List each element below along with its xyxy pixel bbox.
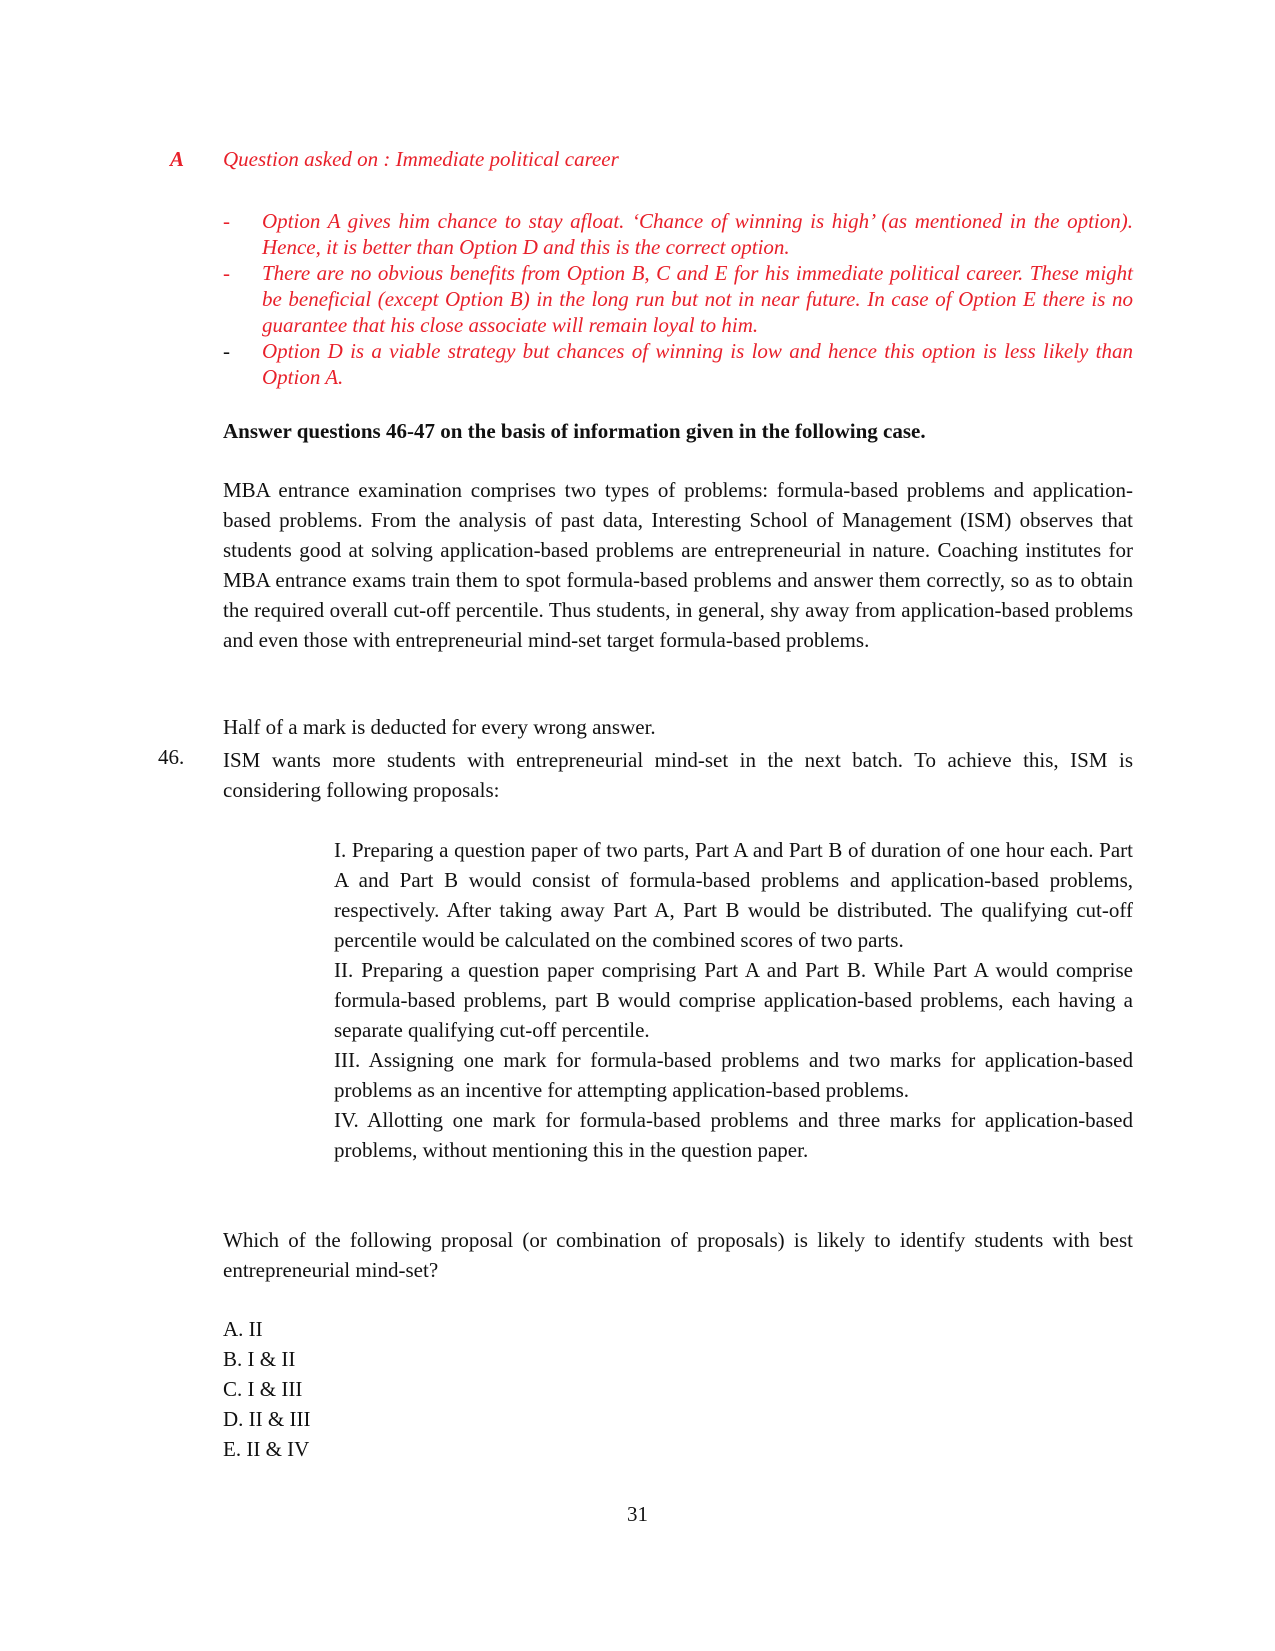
answer-letter: A: [170, 147, 185, 171]
bullet-dash: -: [223, 209, 230, 233]
question-prompt: Which of the following proposal (or combination of proposals) is likely to identify students with best entrepreneurial mind-set?: [223, 1228, 1133, 1282]
proposal-item: II. Preparing a question paper comprising Part A and Part B. While Part A would comprise formula-based problems, part B would comprise application-based problems, each having a separate qualifying cut-off percentile.: [334, 958, 1133, 1042]
answer-heading: Question asked on : Immediate political career: [223, 147, 619, 171]
choice-item: B. I & II: [223, 1347, 296, 1371]
explanation-text: Option A gives him chance to stay afloat. ‘Chance of winning is high’ (as mentioned in the option). Hence, it is better than Option D and this is the correct option.: [262, 209, 1133, 259]
explanation-list: [223, 208, 1133, 390]
choice-item: A. II: [223, 1317, 263, 1341]
page-number: 31: [627, 1502, 648, 1526]
case-passage: MBA entrance examination comprises two types of problems: formula-based problems and application-based problems. From the analysis of past data, Interesting School of Management (ISM) observes that students good at solving application-based problems are entrepreneurial in nature. Coaching institutes for MBA entrance exams train them to spot formula-based problems and answer them correctly, so as to obtain the required overall cut-off percentile. Thus students, in general, shy away from application-based problems and even those with entrepreneurial mind-set target formula-based problems.: [223, 478, 1133, 652]
bullet-dash: -: [223, 339, 230, 363]
question-stem: ISM wants more students with entrepreneurial mind-set in the next batch. To achieve this, ISM is considering following proposals:: [223, 748, 1133, 802]
question-number: 46.: [158, 745, 185, 769]
explanation-item: [223, 208, 1133, 260]
proposal-item: III. Assigning one mark for formula-based problems and two marks for application-based problems as an incentive for attempting application-based problems.: [334, 1048, 1133, 1102]
explanation-text: Option D is a viable strategy but chances of winning is low and hence this option is less likely than Option A.: [262, 339, 1133, 389]
marking-note: Half of a mark is deducted for every wrong answer.: [223, 715, 656, 739]
explanation-text: There are no obvious benefits from Option B, C and E for his immediate political career. These might be beneficial (except Option B) in the long run but not in near future. In case of Option E there is no guarantee that his close associate will remain loyal to him.: [262, 261, 1133, 337]
proposal-item: IV. Allotting one mark for formula-based problems and three marks for application-based problems, without mentioning this in the question paper.: [334, 1108, 1133, 1162]
bullet-dash: -: [223, 261, 230, 285]
proposal-item: I. Preparing a question paper of two parts, Part A and Part B of duration of one hour each. Part A and Part B would consist of formula-based problems and application-based problems, respectively. After taking away Part A, Part B would be distributed. The qualifying cut-off percentile would be calculated on the combined scores of two parts.: [334, 838, 1133, 952]
explanation-item: [223, 338, 1133, 390]
choice-item: C. I & III: [223, 1377, 303, 1401]
answer-choices: [223, 1314, 310, 1464]
proposal-list: [334, 835, 1133, 1165]
explanation-item: [223, 260, 1133, 338]
case-instruction: Answer questions 46-47 on the basis of information given in the following case.: [223, 419, 926, 443]
choice-item: E. II & IV: [223, 1437, 310, 1461]
choice-item: D. II & III: [223, 1407, 311, 1431]
